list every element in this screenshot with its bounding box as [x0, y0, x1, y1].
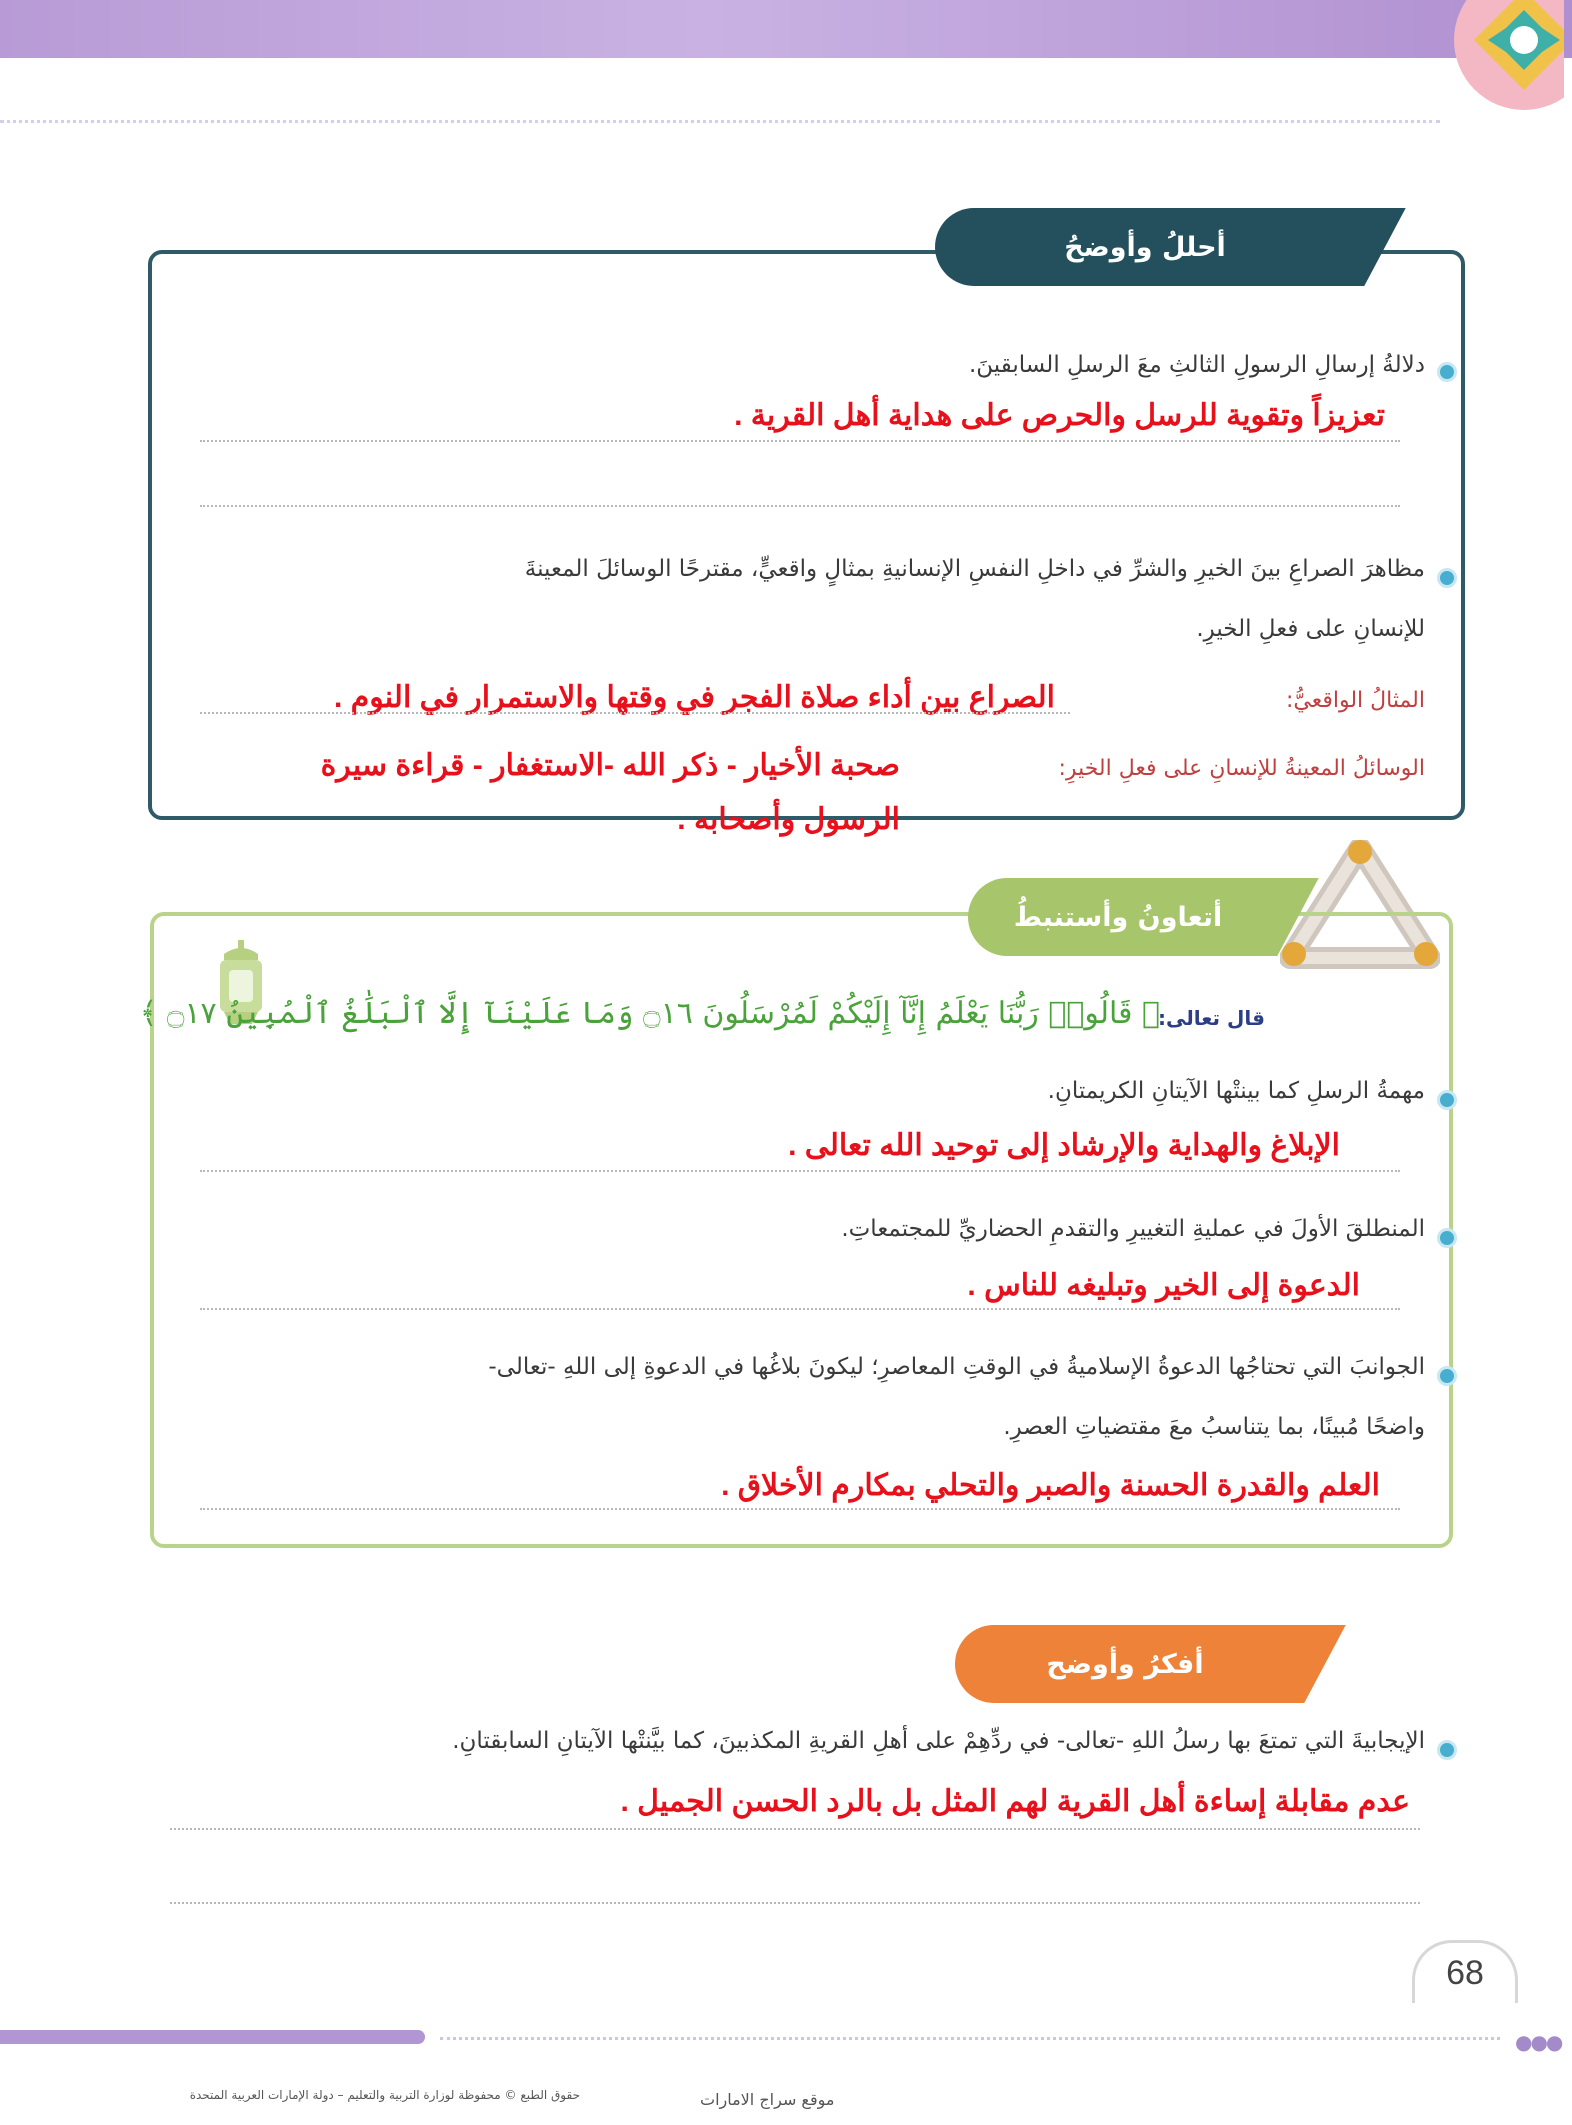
top-banner: [0, 0, 1572, 58]
answer-text: تعزيزاً وتقوية للرسل والحرص على هداية أهل القرية .: [734, 399, 1385, 432]
question-text: واضحًا مُبينًا، بما يتناسبُ معَ مقتضياتِ العصرِ.: [1003, 1414, 1425, 1440]
answer-text: العلم والقدرة الحسنة والصبر والتحلي بمكارم الأخلاق .: [721, 1469, 1380, 1502]
question-text: الإيجابيةَ التي تمتعَ بها رسلُ اللهِ -تعالى- في ردِّهِمْ على أهلِ القريةِ المكذبينَ، كما بيَّنتْها الآيتانِ السابقتانِ.: [452, 1728, 1425, 1754]
section-title: أتعاونُ وأستنبطُ: [1013, 901, 1223, 933]
quran-verse: ﴿ قَالُوا۟ رَبُّنَا يَعْلَمُ إِنَّآ إِلَيْكُمْ لَمُرْسَلُونَ ۝١٦ وَمَا عَلَيْنَآ إِلَّا ٱلْبَلَٰغُ ٱلْمُبِينُ ۝١٧ ﴾: [139, 996, 1160, 1031]
verse-intro: قال تعالى:: [1158, 1006, 1265, 1030]
bullet-icon: [1437, 568, 1457, 588]
question-text: دلالةُ إرسالِ الرسولِ الثالثِ معَ الرسلِ السابقينَ.: [968, 352, 1425, 378]
analyze-explain-box: [148, 250, 1465, 820]
question-text: المنطلقَ الأولَ في عمليةِ التغييرِ والتقدمِ الحضاريِّ للمجتمعاتِ.: [841, 1216, 1425, 1242]
question-text: الجوانبَ التي تحتاجُها الدعوةُ الإسلاميةُ في الوقتِ المعاصرِ؛ ليكونَ بلاغُها في الدعوةِ إلى اللهِ -تعالى-: [488, 1354, 1425, 1380]
bottom-dotted-divider: [440, 2037, 1500, 2040]
geometric-ornament-icon: [1414, 0, 1564, 130]
answer-line: [200, 1170, 1400, 1172]
answer-line: [200, 440, 1400, 442]
copyright-text: حقوق الطبع © محفوظة لوزارة التربية والتعليم – دولة الإمارات العربية المتحدة: [189, 2088, 580, 2102]
question-text: للإنسانِ على فعلِ الخيرِ.: [1196, 616, 1425, 642]
answer-text: الرسول وأصحابه .: [677, 803, 900, 836]
answer-line: [200, 1508, 1400, 1510]
section-title: أفكرُ وأوضح: [1046, 1648, 1204, 1680]
answer-line: [200, 505, 1400, 507]
page-number: 68: [1412, 1940, 1518, 2003]
answer-line: [170, 1828, 1420, 1830]
answer-text: الدعوة إلى الخير وتبليغه للناس .: [967, 1269, 1360, 1302]
bullet-icon: [1437, 1090, 1457, 1110]
bullet-icon: [1437, 1740, 1457, 1760]
answer-line: [200, 712, 1070, 714]
example-label: المثالُ الواقعيُّ:: [1285, 688, 1425, 713]
beads-icon: ●●●: [1515, 2030, 1562, 2054]
bottom-accent-bar: [0, 2030, 425, 2044]
site-name: موقع سراج الامارات: [700, 2090, 835, 2109]
question-text: مظاهرَ الصراعِ بينَ الخيرِ والشرِّ في داخلِ النفسِ الإنسانيةِ بمثالٍ واقعيٍّ، مقترحًا الوسائلَ المعينةَ: [524, 556, 1425, 582]
analyze-explain-header: [935, 208, 1355, 286]
cooperate-deduce-header: [968, 878, 1268, 956]
question-text: مهمةُ الرسلِ كما بينتْها الآيتانِ الكريمتانِ.: [1047, 1078, 1425, 1104]
answer-text: صحبة الأخيار - ذكر الله -الاستغفار - قراءة سيرة: [320, 749, 900, 782]
answer-text: عدم مقابلة إساءة أهل القرية لهم المثل بل بالرد الحسن الجميل .: [620, 1785, 1410, 1818]
top-dotted-divider: [0, 120, 1440, 123]
answer-text: الصراع بين أداء صلاة الفجر في وقتها والاستمرار في النوم .: [334, 681, 1055, 714]
bullet-icon: [1437, 1228, 1457, 1248]
answer-line: [170, 1902, 1420, 1904]
bullet-icon: [1437, 362, 1457, 382]
bullet-icon: [1437, 1366, 1457, 1386]
means-label: الوسائلُ المعينةُ للإنسانِ على فعلِ الخيرِ:: [1058, 756, 1425, 781]
section-title: أحللُ وأوضحُ: [1064, 231, 1226, 263]
think-explain-header: [955, 1625, 1295, 1703]
answer-text: الإبلاغ والهداية والإرشاد إلى توحيد الله تعالى .: [788, 1129, 1340, 1162]
answer-line: [200, 1308, 1400, 1310]
